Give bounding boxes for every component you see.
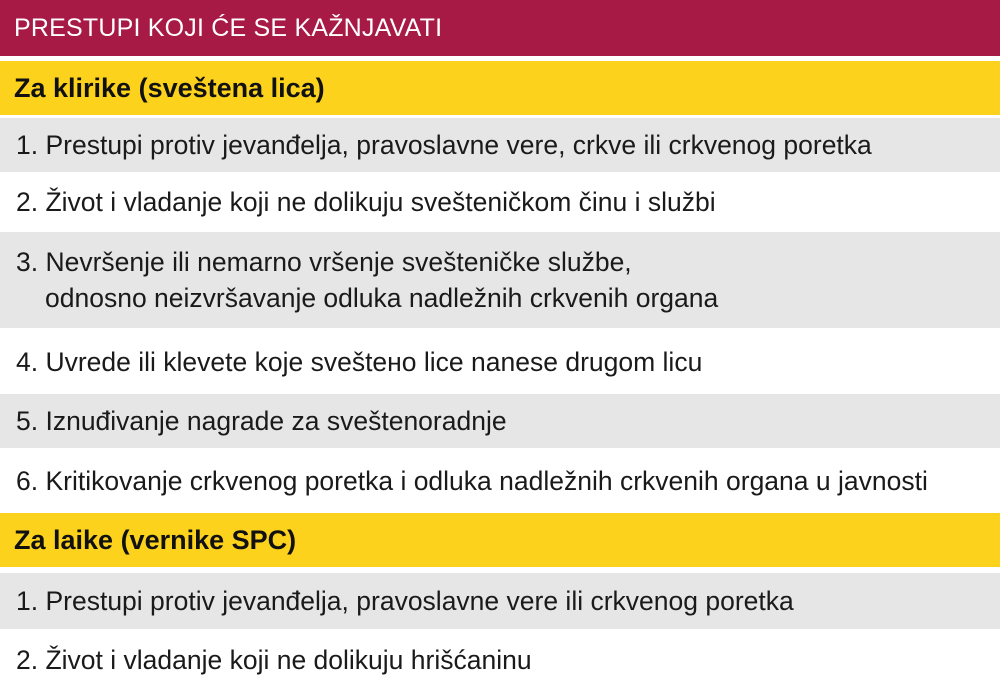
item-text: 1. Prestupi protiv jevanđelja, pravoslavne vere, crkve ili crkvenog poretka	[16, 130, 872, 160]
list-item	[0, 175, 1000, 229]
section-header-clergy	[0, 61, 1000, 115]
item-text: 6. Kritikovanje crkvenog poretka i odluka nadležnih crkvenih organa u javnosti	[16, 466, 928, 496]
title-band	[0, 0, 1000, 56]
item-text: 1. Prestupi protiv jevanđelja, pravoslavne vere ili crkvenog poretka	[16, 586, 794, 616]
list-item	[0, 232, 1000, 328]
section-header-laity	[0, 513, 1000, 567]
item-text: 3. Nevršenje ili nemarno vršenje svešteničke službe,	[16, 247, 632, 277]
list-item	[0, 453, 1000, 509]
item-text: 2. Život i vladanje koji ne dolikuju svešteničkom činu i službi	[16, 187, 716, 217]
item-text: 4. Uvrede ili klevete koje sveštено lice nanese drugom licu	[16, 347, 703, 377]
list-item	[0, 573, 1000, 629]
item-text: 5. Iznuđivanje nagrade za sveštenoradnje	[16, 406, 507, 436]
list-item	[0, 335, 1000, 389]
list-item	[0, 394, 1000, 448]
section-heading: Za klirike (sveštena lica)	[14, 72, 325, 103]
section-heading: Za laike (vernike SPC)	[14, 524, 297, 555]
item-text: 2. Život i vladanje koji ne dolikuju hrišćaninu	[16, 645, 532, 675]
title: PRESTUPI KOJI ĆE SE KAŽNJAVATI	[14, 13, 443, 42]
list-item	[0, 632, 1000, 688]
list-item	[0, 118, 1000, 172]
item-text-continued: odnosno neizvršavanje odluka nadležnih crkvenih organa	[45, 283, 719, 313]
